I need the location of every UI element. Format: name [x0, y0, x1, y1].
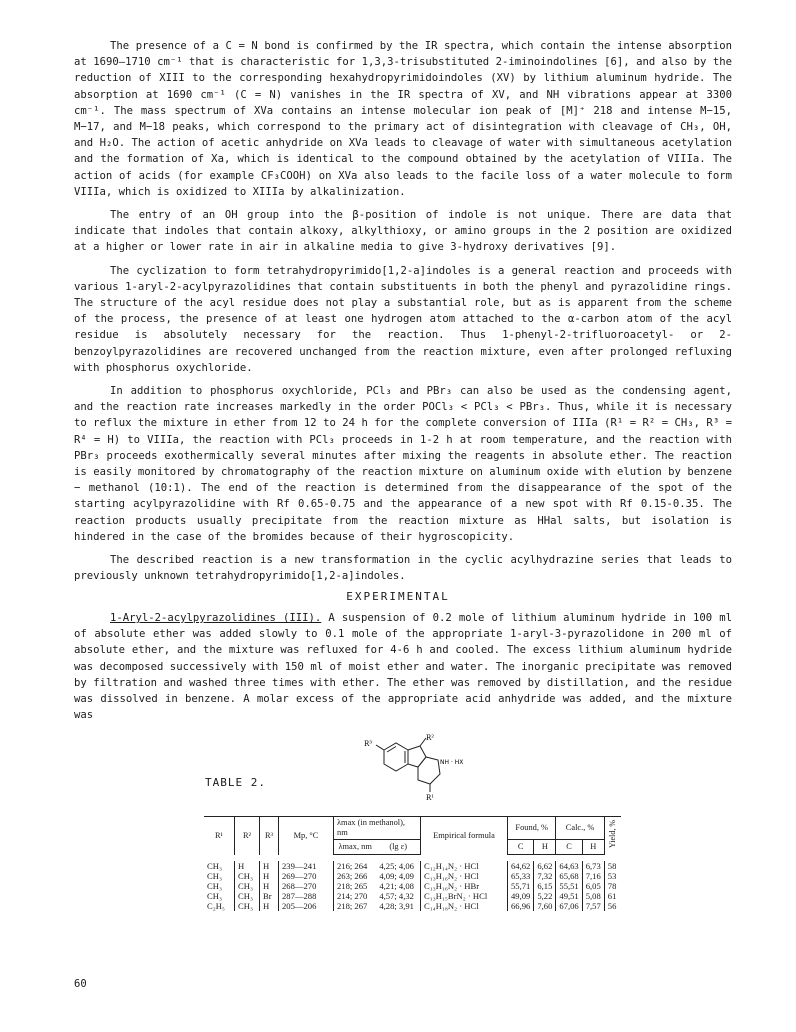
- label-r1: R¹: [426, 794, 435, 802]
- cell-calc-h: 6,73: [582, 861, 604, 871]
- cell-lambda: 214; 270: [337, 890, 368, 901]
- cell-r3: H: [260, 871, 279, 881]
- body-text-experimental: [74, 610, 732, 723]
- cell-yield: 61: [607, 890, 617, 901]
- cell-r1: C₂H₅: [204, 901, 235, 911]
- header-yield: [604, 817, 621, 855]
- cell-loge: 4,21; 4,08: [376, 881, 420, 891]
- cell-loge: 4,57; 4,32: [376, 891, 420, 901]
- table-row: [204, 891, 621, 901]
- cell-found-c: 66,96: [508, 901, 534, 911]
- table-row: [204, 861, 621, 871]
- cell-formula: C₁₃H₁₆N₂ · HBr: [421, 881, 508, 891]
- header-found-h: H: [534, 840, 556, 855]
- header-mp: Mp, °C: [279, 817, 334, 855]
- cell-found-h: 7,32: [534, 871, 556, 881]
- cell-yield: 58: [607, 860, 617, 871]
- cell-found-h: 5,22: [534, 891, 556, 901]
- header-calc-h: H: [582, 840, 604, 855]
- experimental-subheading: 1-Aryl-2-acylpyrazolidines (III).: [110, 612, 322, 624]
- cell-loge: 4,09; 4,09: [376, 871, 420, 881]
- cell-mp: 269—270: [279, 871, 334, 881]
- cell-calc-c: 64,63: [556, 861, 582, 871]
- table-row: [204, 901, 621, 911]
- paragraph-oh-entry: The entry of an OH group into the β-position of indole is not unique. There are data that indicate that indoles that contain alkoxy, alkylthioxy, or amino groups in the 2 position are oxidized at a higher or lower rate in air in alkaline media to give 3-hydroxy derivatives [9].: [74, 209, 732, 254]
- cell-found-h: 6,62: [534, 861, 556, 871]
- cell-r1: CH₃: [204, 861, 235, 871]
- header-r2: R²: [235, 817, 260, 855]
- data-table: [204, 816, 621, 911]
- cell-mp: 287—288: [279, 891, 334, 901]
- paragraph-condensing-agents: In addition to phosphorus oxychloride, PCl₃ and PBr₃ can also be used as the condensing agent, and the reaction rate increases markedly in the order POCl₃ < PCl₃ < PBr₃. Thus, while it is necessary to reflux the mixture in ether from 12 to 24 h for the complete conversion of IIIa (R¹ = R² = CH₃, R³ = R⁴ = H) to VIIIa, the reaction with PCl₃ proceeds in 1-2 h at room temperature, and the reaction with PBr₃ proceeds exothermically several minutes after mixing the reagents in absolute ether. The reaction is easily monitored by chromatography of the reaction mixture on aluminum oxide with elution by benzene − methanol (10:1). The end of the reaction is determined from the disappearance of the spot of the starting acylpyrazolidine with Rf 0.65-0.75 and the appearance of a new spot with Rf 0.15-0.35. The reaction products usually precipitate from the reaction mixture as HHal salts, but isolation is hindered in the case of the bromides because of their hygroscopicity.: [74, 385, 732, 543]
- cell-found-c: 64,62: [508, 861, 534, 871]
- paragraph-experimental: [74, 610, 732, 723]
- header-r3: R³: [260, 817, 279, 855]
- body-text-top: [74, 38, 732, 585]
- cell-lambda: 263; 266: [337, 870, 368, 881]
- pyrimidine-ring: [418, 757, 440, 784]
- cell-formula: C₁₃H₁₆N₂ · HCl: [421, 871, 508, 881]
- cell-calc-c: 67,06: [556, 901, 582, 911]
- table-header-row: [204, 817, 621, 840]
- cell-loge: 4,25; 4,06: [376, 861, 420, 871]
- cell-lambda: 218; 265: [337, 880, 368, 891]
- pyrrole-ring: [408, 746, 426, 767]
- table-body: [204, 855, 621, 911]
- cell-found-c: 49,09: [508, 891, 534, 901]
- page-number: 60: [74, 978, 87, 990]
- paragraph-conclusion: The described reaction is a new transformation in the cyclic acylhydrazine series that leads to previously unknown tetrahydropyrimido[1,2-a]indoles.: [74, 554, 732, 583]
- header-found-c: C: [508, 840, 534, 855]
- header-lambda-max: λmax, nm: [334, 840, 377, 855]
- section-heading-experimental: EXPERIMENTAL: [346, 590, 450, 603]
- cell-r3: Br: [260, 891, 279, 901]
- header-calc: Calc., %: [556, 817, 604, 840]
- cell-r1: CH₃: [204, 891, 235, 901]
- cell-r1: CH₃: [204, 881, 235, 891]
- benzene-ring: [384, 743, 408, 771]
- header-loge: (lg ε): [376, 840, 420, 855]
- cell-calc-h: 6,05: [582, 881, 604, 891]
- label-r2: R²: [426, 734, 435, 742]
- cell-r2: CH₃: [235, 901, 260, 911]
- header-formula: Empirical formula: [421, 817, 508, 855]
- header-r1: R¹: [204, 817, 235, 855]
- cell-r2: CH₃: [235, 891, 260, 901]
- cell-mp: 239—241: [279, 861, 334, 871]
- table-row: [204, 871, 621, 881]
- cell-calc-c: 55,51: [556, 881, 582, 891]
- table-label: TABLE 2.: [205, 776, 266, 789]
- experimental-text: A suspension of 0.2 mole of lithium aluminum hydride in 100 ml of absolute ether was added slowly to 0.1 mole of the appropriate 1-aryl-3-pyrazolidone in 200 ml of absolute ether, and the mixture was refluxed for 4-6 h and cooled. The excess lithium aluminum hydride was decomposed successively with 150 ml of moist ether and water. The inorganic precipitate was removed by filtration and washed three times with ether. The ether was removed by distillation, and the residue was dissolved in benzene. A molar excess of the appropriate acid anhydride was added, and the mixture was: [74, 612, 732, 722]
- header-calc-c: C: [556, 840, 582, 855]
- cell-mp: 268—270: [279, 881, 334, 891]
- cell-lambda: 216; 264: [337, 860, 368, 871]
- cell-calc-h: 7,16: [582, 871, 604, 881]
- header-yield-text: Yield, %: [607, 820, 617, 849]
- cell-loge: 4,28; 3,91: [376, 901, 420, 911]
- cell-formula: C₁₄H₁₈N₂ · HCl: [421, 901, 508, 911]
- cell-r2: H: [235, 861, 260, 871]
- cell-calc-h: 5,08: [582, 891, 604, 901]
- cell-r1: CH₃: [204, 871, 235, 881]
- cell-lambda: 218; 267: [337, 900, 368, 911]
- cell-formula: C₁₂H₁₄N₂ · HCl: [421, 861, 508, 871]
- table-row: [204, 881, 621, 891]
- cell-yield: 78: [607, 880, 617, 891]
- cell-yield: 56: [607, 900, 617, 911]
- cell-calc-c: 49,51: [556, 891, 582, 901]
- cell-mp: 205—206: [279, 901, 334, 911]
- cell-found-c: 55,71: [508, 881, 534, 891]
- label-r3: R³: [364, 740, 373, 748]
- cell-calc-h: 7,57: [582, 901, 604, 911]
- header-lambda: λmax (in methanol), nm: [334, 817, 421, 840]
- cell-formula: C₁₃H₁₅BrN₂ · HCl: [421, 891, 508, 901]
- cell-r3: H: [260, 881, 279, 891]
- cell-r2: CH₃: [235, 881, 260, 891]
- cell-found-h: 7,60: [534, 901, 556, 911]
- cell-r3: H: [260, 901, 279, 911]
- cell-found-h: 6,15: [534, 881, 556, 891]
- cell-yield: 53: [607, 870, 617, 881]
- cell-r3: H: [260, 861, 279, 871]
- cell-found-c: 65,33: [508, 871, 534, 881]
- structure-diagram: [356, 732, 476, 812]
- cell-r2: CH₃: [235, 871, 260, 881]
- paragraph-ir-spectra: The presence of a C = N bond is confirmed by the IR spectra, which contain the intense absorption at 1690–1710 cm⁻¹ that is characteristic for 1,3,3-trisubstituted 2-iminoindolines [6], and also by the reduction of XIII to the corresponding hexahydropyrimidoindoles (XV) by lithium aluminum hydride. The absorption at 1690 cm⁻¹ (C = N) vanishes in the IR spectra of XV, and NH vibrations appear at 3300 cm⁻¹. The mass spectrum of XVa contains an intense molecular ion peak of [M]⁺ 218 and intense M−15, M−17, and M−18 peaks, which correspond to the primary act of disintegration with cleavage of CH₃, OH, and H₂O. The action of acetic anhydride on XVa leads to cleavage of water with simultaneous acetylation and the formation of Xa, which is identical to the compound obtained by the acetylation of VIIIa. The action of acids (for example CF₃COOH) on XVa also leads to the facile loss of a water molecule to form VIIIa, which is oxidized to XIIIa by alkalinization.: [74, 40, 732, 198]
- header-found: Found, %: [508, 817, 556, 840]
- label-nh-hx: NH · HX: [440, 759, 464, 766]
- paragraph-cyclization: The cyclization to form tetrahydropyrimido[1,2-a]indoles is a general reaction and proceeds with various 1-aryl-2-acylpyrazolidines that contain substituents in both the phenyl and pyrazolidine rings. The structure of the acyl residue does not play a substantial role, but as is apparent from the scheme of the process, the presence of at least one hydrogen atom attached to the α-carbon atom of the acyl residue is absolutely necessary for the reaction. Thus 1-phenyl-2-trifluoroacetyl- or 2-benzoylpyrazolidines are recovered unchanged from the reaction mixture, even after prolonged refluxing with phosphorus oxychloride.: [74, 264, 732, 374]
- cell-calc-c: 65,68: [556, 871, 582, 881]
